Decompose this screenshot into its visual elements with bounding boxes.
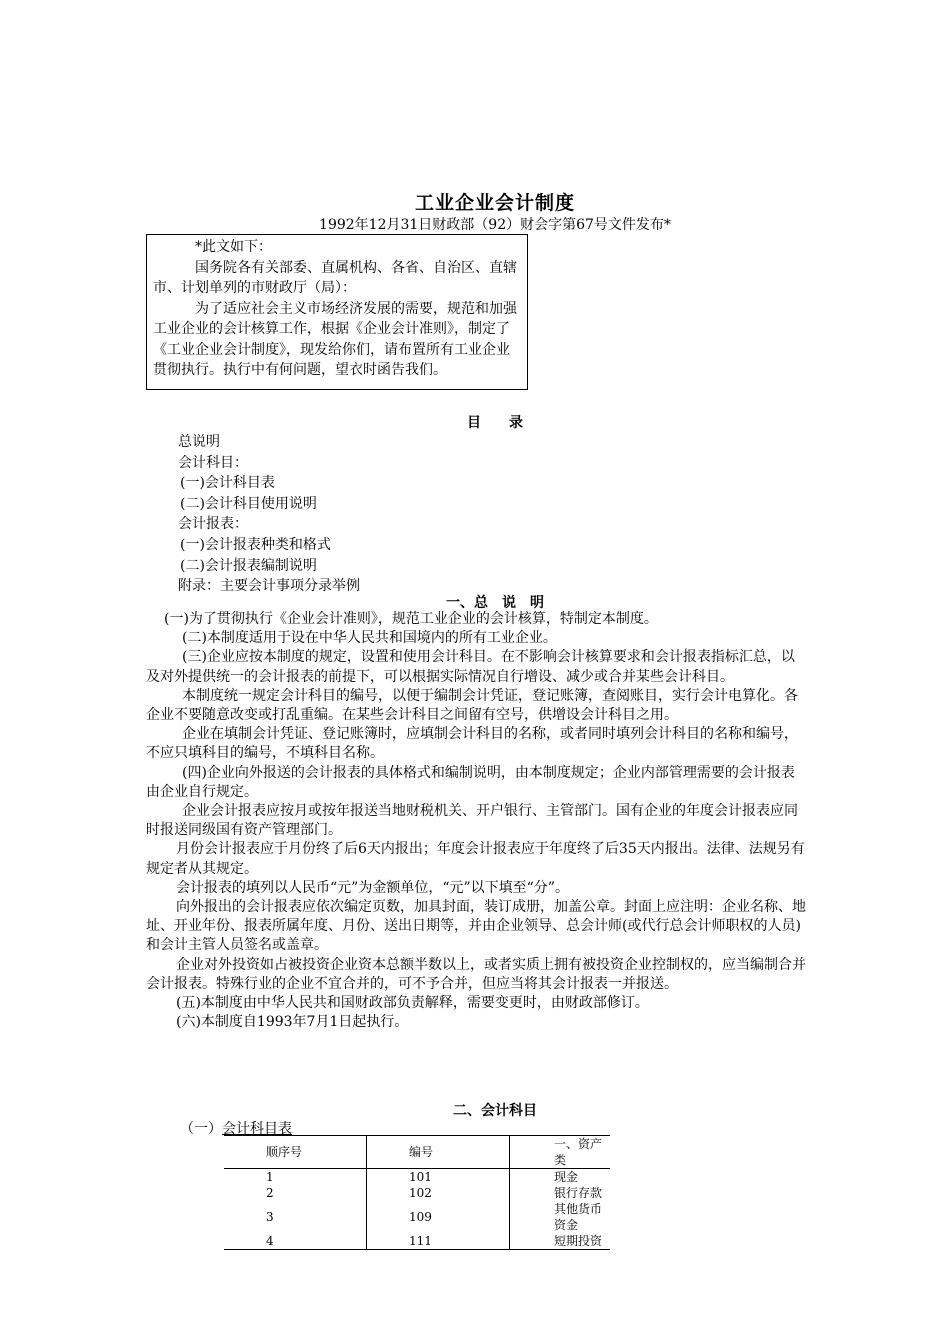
toc-item[interactable]: 会计报表： <box>178 516 248 533</box>
paragraph: (五)本制度由中华人民共和国财政部负责解释，需要变更时，由财政部修订。 <box>176 995 649 1012</box>
table-cell: 现金 <box>510 1169 611 1186</box>
paragraph: (四)企业向外报送的会计报表的具体格式和编制说明，由本制度规定；企业内部管理需要的会计报表由企业自行规定。 <box>146 764 795 800</box>
table-row <box>224 1201 610 1233</box>
paragraph: 向外报出的会计报表应依次编定页数，加具封面，装订成册，加盖公章。封面上应注明：企业名称、地址、开业年份、报表所属年度、月份、送出日期等，并由企业领导、总会计师(或代行总会计师职权的人员)和会计主管人员签名或盖章。 <box>146 899 806 954</box>
table-caption-prefix: （一） <box>180 1121 222 1137</box>
toc-heading: 目 录 <box>467 415 523 431</box>
table-row <box>224 1185 610 1201</box>
document-subtitle: 1992年12月31日财政部（92）财会字第67号文件发布* <box>319 217 671 233</box>
table-cell: 102 <box>367 1185 510 1201</box>
section1-body <box>146 610 806 1032</box>
table-cell: 1 <box>266 1170 274 1184</box>
table-cell: 101 <box>367 1169 510 1186</box>
toc-item[interactable]: 会计科目： <box>178 454 248 471</box>
paragraph: 本制度统一规定会计科目的编号，以便于编制会计凭证，登记账簿，查阅账目，实行会计电算化。各企业不要随意改变或打乱重编。在某些会计科目之间留有空号，供增设会计科目之用。 <box>146 687 798 724</box>
accounts-table <box>224 1135 610 1250</box>
table-cell: 109 <box>367 1201 510 1233</box>
paragraph: 企业在填制会计凭证、登记账簿时，应填制会计科目的名称，或者同时填列会计科目的名称和编号，不应只填科目的编号，不填科目名称。 <box>146 726 798 762</box>
notice-line: 国务院各有关部委、直属机构、各省、自治区、直辖市、计划单列的市财政厅（局）： <box>153 259 517 296</box>
notice-line: 为了适应社会主义市场经济发展的需要，规范和加强工业企业的会计核算工作，根据《企业会计准则》，制定了《工业企业会计制度》，现发给你们，请布置所有工业企业贯彻执行。执行中有何问题，望衣时函告我们。 <box>153 300 517 378</box>
table-of-contents <box>178 432 360 597</box>
toc-item[interactable]: 总说明 <box>178 434 220 450</box>
toc-item[interactable]: (二)会计报表编制说明 <box>180 557 317 574</box>
paragraph: (二)本制度适用于设在中华人民共和国境内的所有工业企业。 <box>182 630 557 647</box>
paragraph: 会计报表的填列以人民币“元”为金额单位，“元”以下填至“分”。 <box>176 879 569 896</box>
notice-line: *此文如下： <box>195 239 272 255</box>
column-header: 顺序号 <box>224 1136 367 1169</box>
paragraph: (六)本制度自1993年7月1日起执行。 <box>176 1014 409 1031</box>
table-cell: 111 <box>367 1233 510 1250</box>
table-row <box>224 1233 610 1250</box>
table-cell: 其他货币资金 <box>510 1201 611 1233</box>
toc-item[interactable]: (二)会计科目使用说明 <box>180 495 317 512</box>
table-cell: 2 <box>266 1186 274 1200</box>
toc-item[interactable]: 附录：主要会计事项分录举例 <box>178 578 360 595</box>
toc-item[interactable]: (一)会计科目表 <box>180 475 275 492</box>
section1-heading: 一、总 说 明 <box>446 595 544 611</box>
section2-heading: 二、会计科目 <box>453 1103 537 1119</box>
document-title: 工业企业会计制度 <box>414 192 575 214</box>
table-cell: 4 <box>224 1233 367 1250</box>
paragraph: 企业对外投资如占被投资企业资本总额半数以上，或者实质上拥有被投资企业控制权的，应当编制合并会计报表。特殊行业的企业不宜合并的，可不予合并，但应当将其会计报表一并报送。 <box>146 956 806 992</box>
table-row <box>224 1169 610 1186</box>
paragraph: (一)为了贯彻执行《企业会计准则》，规范工业企业的会计核算，特制定本制度。 <box>164 611 658 627</box>
table-cell: 短期投资 <box>510 1233 611 1250</box>
paragraph: 企业会计报表应按月或按年报送当地财税机关、开户银行、主管部门。国有企业的年度会计报表应同时报送同级国有资产管理部门。 <box>146 803 798 839</box>
paragraph: (三)企业应按本制度的规定，设置和使用会计科目。在不影响会计核算要求和会计报表指标汇总，以及对外提供统一的会计报表的前提下，可以根据实际情况自行增设、减少或合并某些会计科目。 <box>146 649 795 685</box>
column-header: 编号 <box>367 1136 510 1169</box>
column-header: 一、资产类 <box>510 1136 611 1169</box>
notice-box <box>146 234 528 390</box>
table-cell: 3 <box>266 1210 274 1224</box>
table-cell: 银行存款 <box>510 1185 611 1201</box>
toc-item[interactable]: (一)会计报表种类和格式 <box>180 536 331 553</box>
table-caption-text: 会计科目表 <box>222 1121 292 1137</box>
paragraph: 月份会计报表应于月份终了后6天内报出；年度会计报表应于年度终了后35天内报出。法律、法规另有规定者从其规定。 <box>146 841 805 877</box>
table-header-row <box>224 1136 610 1169</box>
